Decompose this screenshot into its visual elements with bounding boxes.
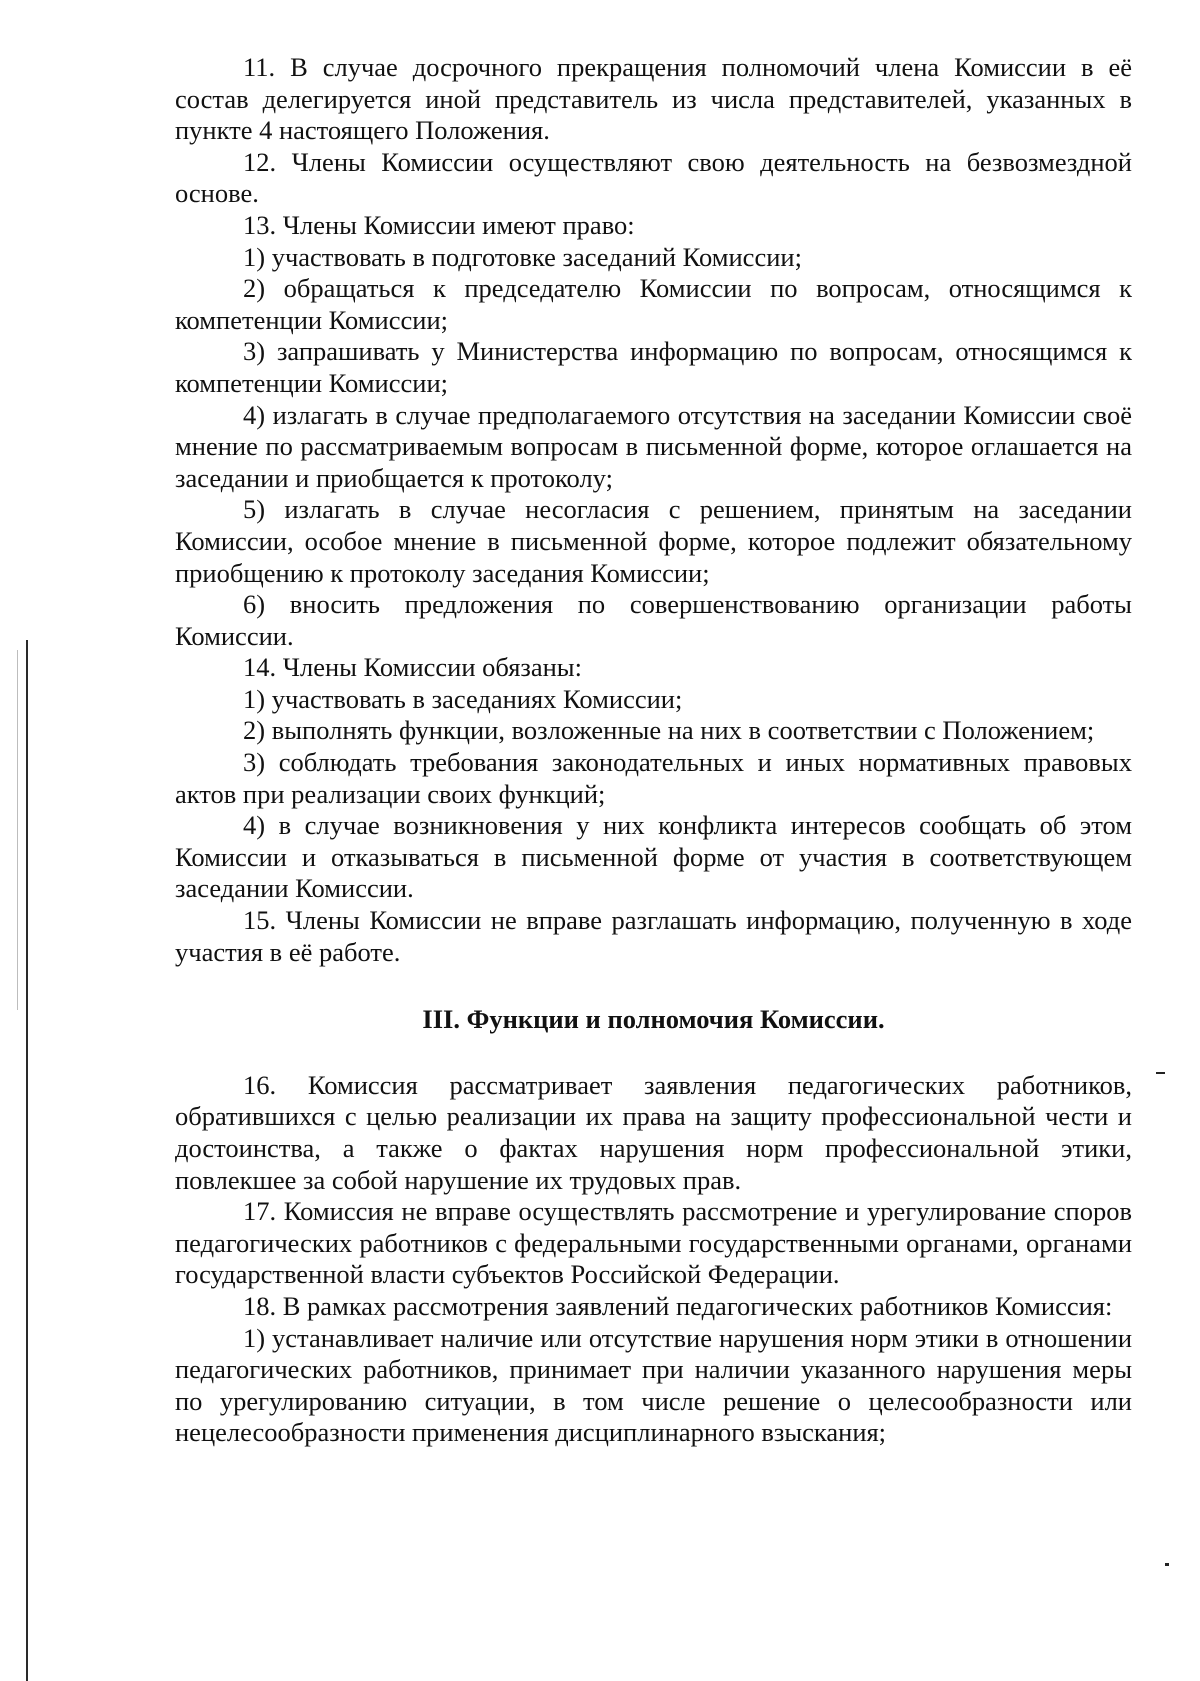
list-item-13-5: 5) излагать в случае несогласия с решением, принятым на заседании Комиссии, особое мнение в письменной форме, которое подлежит обязательному приобщению к протоколу заседания Комиссии; — [175, 494, 1132, 588]
list-item-13-1: 1) участвовать в подготовке заседаний Комиссии; — [243, 241, 802, 272]
paragraph-17: 17. Комиссия не вправе осуществлять рассмотрение и урегулирование споров педагогических работников с федеральными государственными органами, органами государственной власти субъектов Российской Федерации. — [175, 1196, 1132, 1290]
list-item-13-4: 4) излагать в случае предполагаемого отсутствия на заседании Комиссии своё мнение по рассматриваемым вопросам в письменной форме, которое оглашается на заседании и приобщается к протоколу; — [175, 399, 1132, 493]
list-item-13-2: 2) обращаться к председателю Комиссии по вопросам, относящимся к компетенции Комиссии; — [175, 273, 1132, 335]
section-heading: III. Функции и полномочия Комиссии. — [422, 1004, 885, 1035]
scan-edge-shadow — [17, 650, 18, 1010]
list-item-13-6: 6) вносить предложения по совершенствованию организации работы Комиссии. — [175, 589, 1132, 651]
list-item-14-4: 4) в случае возникновения у них конфликта интересов сообщать об этом Комиссии и отказываться в письменной форме от участия в соответствующем заседании Комиссии. — [175, 810, 1132, 904]
list-item-18-1: 1) устанавливает наличие или отсутствие нарушения норм этики в отношении педагогических работников, принимает при наличии указанного нарушения меры по урегулированию ситуации, в том числе решение о целесообразности или нецелесообразности применения дисциплинарного взыскания; — [175, 1322, 1132, 1448]
paragraph-15: 15. Члены Комиссии не вправе разглашать информацию, полученную в ходе участия в её работе. — [175, 905, 1132, 967]
list-item-13-3: 3) запрашивать у Министерства информацию по вопросам, относящимся к компетенции Комиссии; — [175, 336, 1132, 398]
paragraph-18: 18. В рамках рассмотрения заявлений педагогических работников Комиссия: — [243, 1290, 1113, 1321]
paragraph-12: 12. Члены Комиссии осуществляют свою деятельность на безвозмездной основе. — [175, 146, 1132, 209]
paragraph-16: 16. Комиссия рассматривает заявления педагогических работников, обратившихся с целью реализации их права на защиту профессиональной чести и достоинства, а также о фактах нарушения норм профессиональной этики, повлекшее за собой нарушение их трудовых прав. — [175, 1069, 1132, 1195]
paragraph-11: 11. В случае досрочного прекращения полномочий члена Комиссии в её состав делегируется иной представитель из числа представителей, указанных в пункте 4 настоящего Положения. — [175, 52, 1132, 146]
document-body — [175, 52, 1132, 1449]
list-item-14-1: 1) участвовать в заседаниях Комиссии; — [243, 683, 683, 714]
scan-speck — [1156, 1072, 1165, 1074]
scan-edge-line — [26, 640, 28, 1681]
paragraph-14: 14. Члены Комиссии обязаны: — [243, 652, 582, 683]
scan-speck — [1165, 1563, 1169, 1566]
paragraph-13: 13. Члены Комиссии имеют право: — [243, 209, 635, 240]
list-item-14-2: 2) выполнять функции, возложенные на них в соответствии с Положением; — [243, 715, 1095, 746]
list-item-14-3: 3) соблюдать требования законодательных и иных нормативных правовых актов при реализации своих функций; — [175, 747, 1132, 809]
